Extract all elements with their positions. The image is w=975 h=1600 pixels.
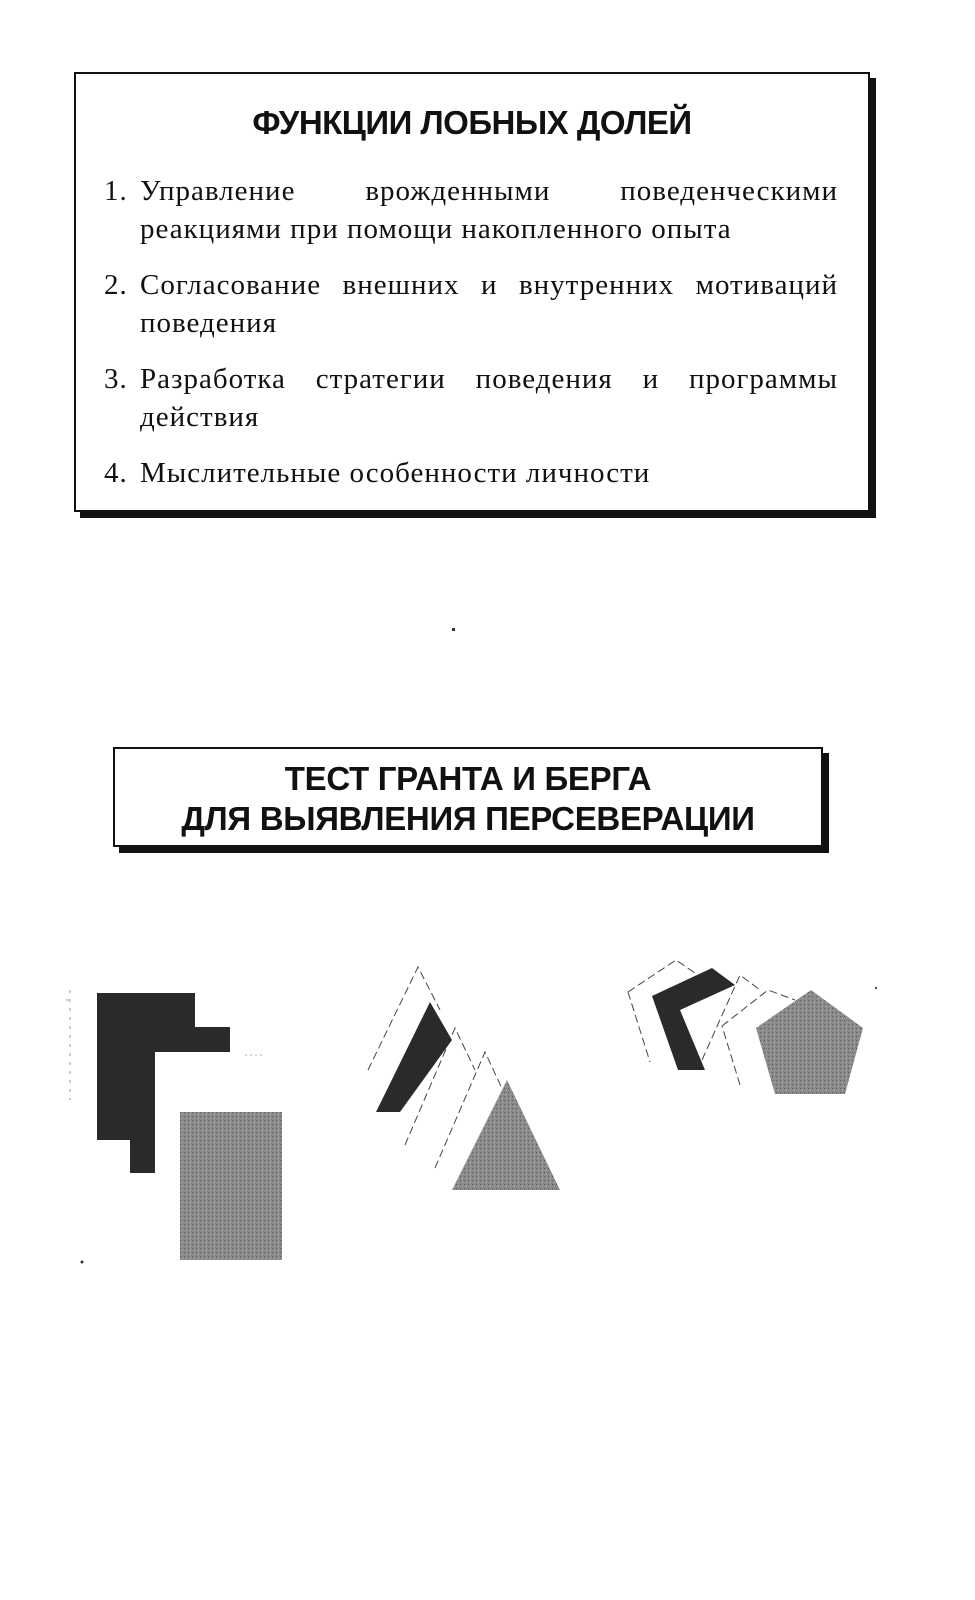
item-text: Согласование внешних и внутренних мотиваций поведения [140,269,838,339]
test-title-line2: ДЛЯ ВЫЯВЛЕНИЯ ПЕРСЕВЕРАЦИИ [181,800,755,837]
gray-triangle-figure [452,1080,560,1190]
item-number: 2. [104,269,128,301]
stray-mark [875,987,877,989]
gray-pentagon-figure [756,990,863,1094]
item-number: 1. [104,175,128,207]
stray-mark [81,1261,84,1264]
item-text: Управление врожденными поведенческими реакциями при помощи накопленного опыта [140,175,838,245]
item-number: 3. [104,363,128,395]
dark-chevron-figure [652,968,735,1070]
item-number: 4. [104,457,128,489]
dark-parallelogram-figure [376,1002,452,1112]
test-title-line1: ТЕСТ ГРАНТА И БЕРГА [284,760,652,797]
item-text: Разработка стратегии поведения и программы действия [140,363,838,433]
item-text: Мыслительные особенности личности [140,457,651,489]
gray-rectangle-figure [180,1112,282,1260]
functions-title: ФУНКЦИИ ЛОБНЫХ ДОЛЕЙ [252,104,692,141]
